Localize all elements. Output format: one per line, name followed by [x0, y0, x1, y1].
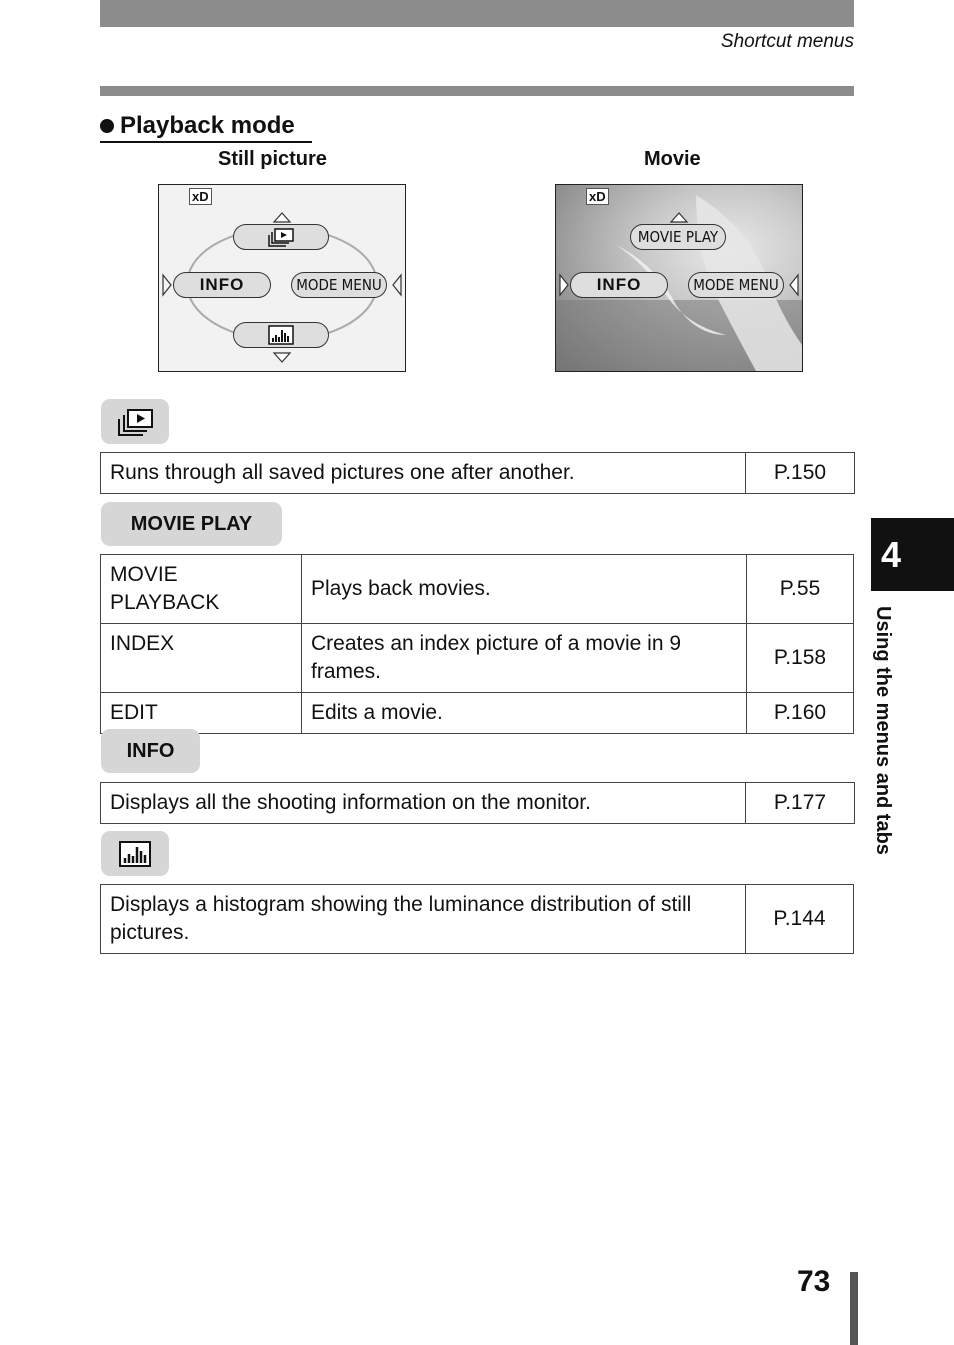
- up-arrow-icon: [671, 213, 687, 222]
- info-button[interactable]: INFO: [173, 272, 271, 298]
- page-number-bar: [850, 1272, 858, 1345]
- description-cell: Plays back movies.: [302, 555, 747, 624]
- down-arrow-icon: [274, 353, 290, 362]
- slideshow-icon: [266, 227, 296, 247]
- info-table: [100, 782, 855, 824]
- table-row: [101, 453, 855, 494]
- table-row: [101, 693, 854, 734]
- page-ref-cell: P.160: [747, 693, 854, 734]
- card-icon: xD: [189, 188, 212, 205]
- mode-menu-button[interactable]: MODE MENU: [688, 272, 784, 298]
- description-cell: Runs through all saved pictures one after another.: [101, 453, 746, 494]
- bullet-icon: [100, 119, 114, 133]
- description-cell: Creates an index picture of a movie in 9 frames.: [302, 624, 747, 693]
- slideshow-table: [100, 452, 855, 494]
- header-divider-bar: [100, 86, 854, 96]
- movie-play-tab: MOVIE PLAY: [101, 502, 282, 546]
- slideshow-icon: [115, 407, 155, 437]
- page-number: 73: [797, 1265, 831, 1298]
- chapter-number-tab: 4: [871, 518, 954, 591]
- description-cell: Displays a histogram showing the luminance distribution of still pictures.: [101, 885, 746, 954]
- histogram-tab: [101, 831, 169, 876]
- card-icon: xD: [586, 188, 609, 205]
- histogram-button[interactable]: [233, 322, 329, 348]
- up-arrow-icon: [274, 213, 290, 222]
- still-picture-screen: [158, 184, 406, 372]
- still-picture-title: Still picture: [218, 148, 327, 170]
- page-title-text: Playback mode: [120, 112, 295, 139]
- page-title: [100, 112, 312, 143]
- description-cell: Edits a movie.: [302, 693, 747, 734]
- table-row: [101, 555, 854, 624]
- right-arrow-icon: [790, 275, 798, 295]
- header-top-bar: [100, 0, 854, 27]
- item-cell: INDEX: [101, 624, 302, 693]
- movie-screen: [555, 184, 803, 372]
- left-arrow-icon: [560, 275, 568, 295]
- movie-play-button[interactable]: MOVIE PLAY: [630, 224, 726, 250]
- right-arrow-icon: [393, 275, 401, 295]
- histogram-table: [100, 884, 854, 954]
- table-row: [101, 885, 854, 954]
- histogram-icon: [267, 325, 295, 345]
- mode-menu-button[interactable]: MODE MENU: [291, 272, 387, 298]
- table-row: [101, 624, 854, 693]
- description-cell: Displays all the shooting information on the monitor.: [101, 783, 746, 824]
- page-ref-cell: P.150: [746, 453, 855, 494]
- page-ref-cell: P.177: [746, 783, 855, 824]
- info-button[interactable]: INFO: [570, 272, 668, 298]
- movie-play-table: [100, 554, 854, 734]
- left-arrow-icon: [163, 275, 171, 295]
- table-row: [101, 783, 855, 824]
- info-tab: INFO: [101, 729, 200, 773]
- chapter-title: Using the menus and tabs: [872, 606, 894, 855]
- page-ref-cell: P.158: [747, 624, 854, 693]
- slideshow-button[interactable]: [233, 224, 329, 250]
- movie-title: Movie: [644, 148, 701, 170]
- page-ref-cell: P.144: [746, 885, 854, 954]
- section-label: Shortcut menus: [720, 31, 854, 52]
- item-cell: EDIT: [101, 693, 302, 734]
- page-ref-cell: P.55: [747, 555, 854, 624]
- histogram-icon: [117, 840, 153, 868]
- slideshow-tab: [101, 399, 169, 444]
- item-cell: MOVIE PLAYBACK: [101, 555, 302, 624]
